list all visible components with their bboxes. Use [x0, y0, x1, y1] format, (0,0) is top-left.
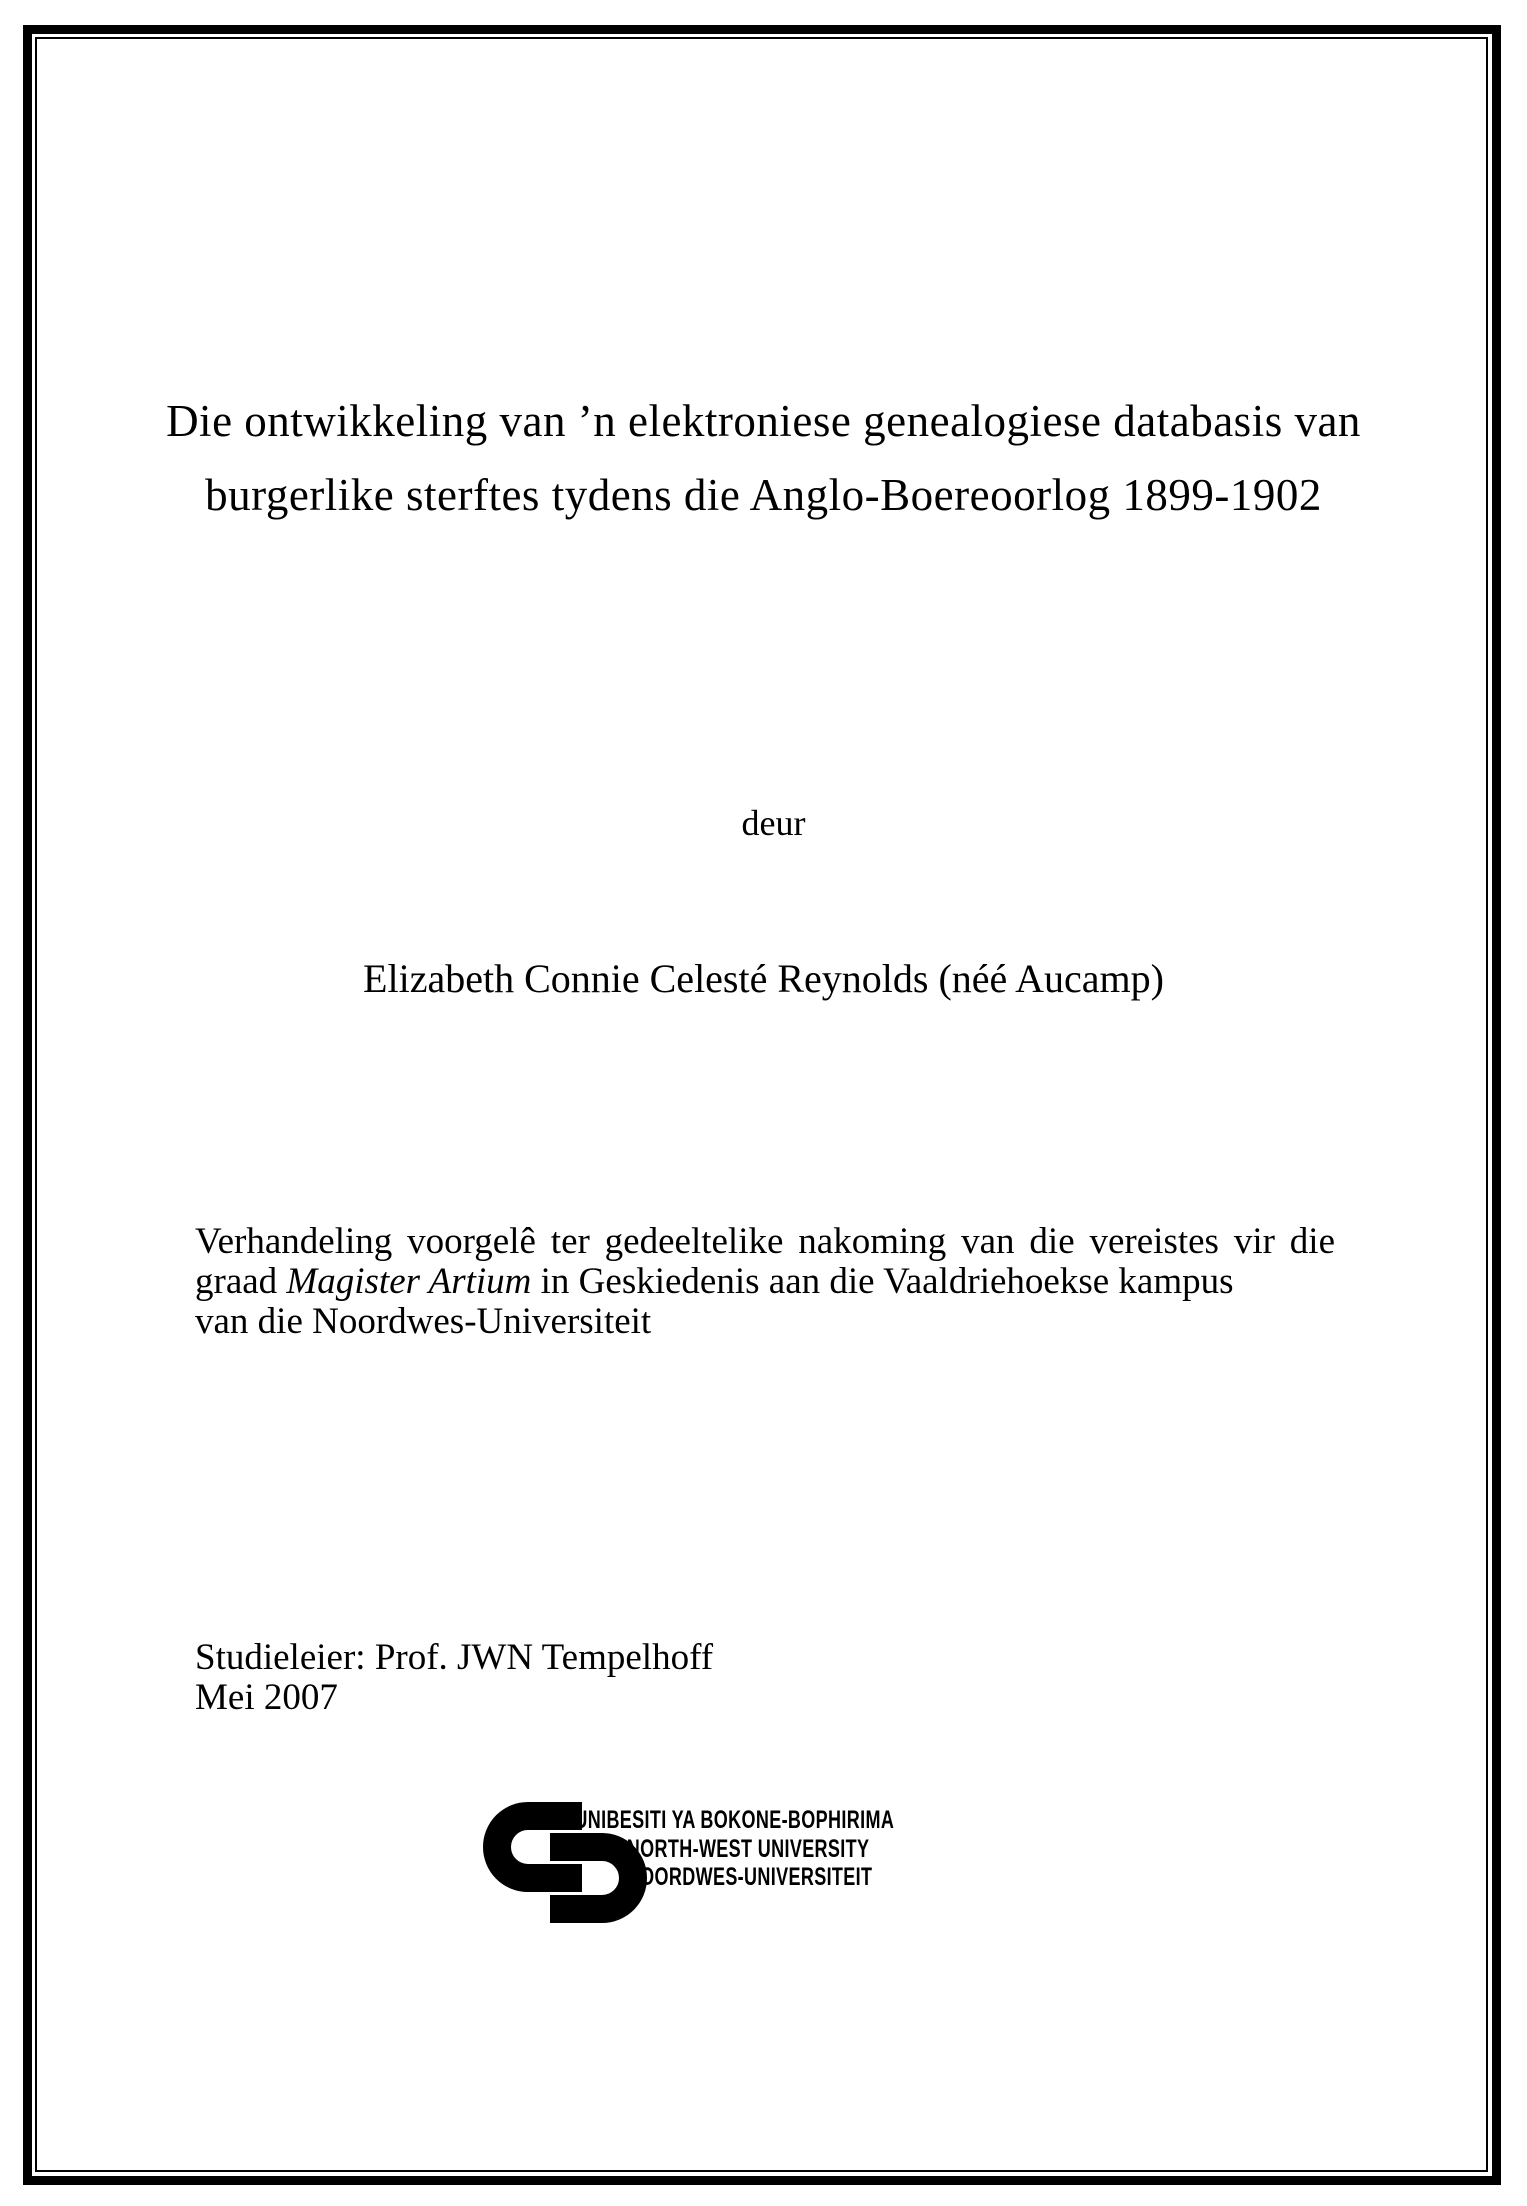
supervisor-block	[195, 1638, 713, 1718]
declaration-line2-suffix: in Geskiedenis aan die Vaaldriehoekse kampus	[531, 1261, 1234, 1302]
date-line: Mei 2007	[195, 1677, 338, 1718]
university-name-block	[562, 1806, 894, 1892]
declaration-line2-prefix: graad	[195, 1261, 287, 1302]
declaration-paragraph	[195, 1222, 1335, 1342]
university-name-setswana: YUNIBESITI YA BOKONE-BOPHIRIMA	[562, 1806, 895, 1834]
declaration-line3: van die Noordwes-Universiteit	[195, 1301, 652, 1342]
university-logo	[470, 1796, 1030, 1971]
thesis-title	[95, 384, 1432, 532]
thesis-title-line2: burgerlike sterftes tydens die Anglo-Boereoorlog 1899-1902	[205, 470, 1322, 520]
degree-name: Magister Artium	[286, 1261, 532, 1302]
byline-label: deur	[741, 803, 806, 843]
university-name-english: NORTH-WEST UNIVERSITY	[626, 1834, 870, 1863]
declaration-line1: Verhandeling voorgelê ter gedeeltelike nakoming van die vereistes vir die	[195, 1221, 1335, 1262]
supervisor-line: Studieleier: Prof. JWN Tempelhoff	[195, 1637, 714, 1678]
thesis-title-line1: Die ontwikkeling van ’n elektroniese genealogiese databasis van	[166, 396, 1361, 446]
declaration-line2	[195, 1262, 1335, 1302]
university-name-afrikaans: NOORDWES-UNIVERSITEIT	[626, 1863, 873, 1891]
author-name: Elizabeth Connie Celesté Reynolds (néé Aucamp)	[363, 956, 1164, 1001]
